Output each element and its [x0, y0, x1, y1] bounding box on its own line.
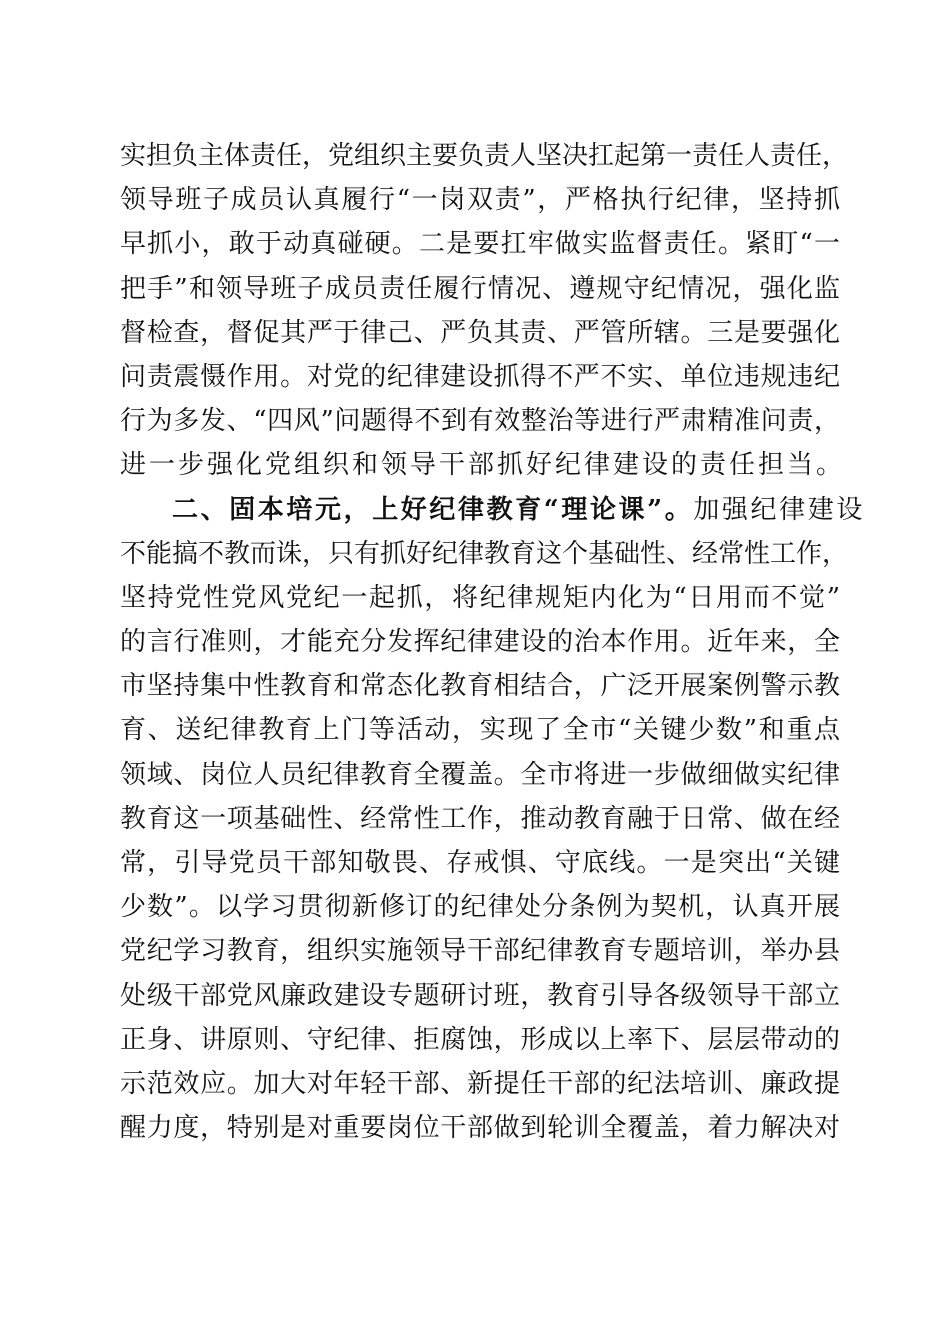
- line-text: 坚持党性党风党纪一起抓，将纪律规矩内化为“日用而不觉”: [120, 582, 840, 613]
- line-text: 督检查，督促其严于律己、严负其责、严管所辖。三是要强化: [120, 317, 840, 348]
- line-text: 正身、讲原则、守纪律、拒腐蚀，形成以上率下、层层带动的: [120, 1024, 840, 1055]
- text-line: [120, 885, 840, 929]
- line-text: 实担负主体责任，党组织主要负责人坚决扛起第一责任人责任，: [120, 141, 849, 171]
- document-body: [120, 134, 865, 1150]
- text-line: [120, 1062, 840, 1106]
- line-text: 把手”和领导班子成员责任履行情况、遵规守纪情况，强化监: [120, 273, 840, 304]
- text-line: [120, 532, 849, 576]
- line-text: 党纪学习教育，组织实施领导干部纪律教育专题培训，举办县: [120, 936, 840, 967]
- line-text: 处级干部党风廉政建设专题研讨班，教育引导各级领导干部立: [120, 980, 840, 1011]
- text-line: [120, 841, 840, 885]
- text-line: [120, 576, 840, 620]
- text-line: [120, 178, 840, 222]
- line-text: 领导班子成员认真履行“一岗双责”，严格执行纪律，坚持抓: [120, 185, 840, 216]
- text-line: [120, 267, 840, 311]
- text-line: [120, 929, 840, 973]
- line-text: 行为多发、“四风”问题得不到有效整治等进行严肃精准问责，: [120, 406, 840, 437]
- text-line: [120, 1018, 840, 1062]
- text-line: [120, 399, 840, 443]
- text-line: [120, 753, 840, 797]
- line-text: 常，引导党员干部知敬畏、存戒惧、守底线。一是突出“关键: [120, 848, 840, 878]
- line-text: 育、送纪律教育上门等活动，实现了全市“关键少数”和重点: [120, 715, 840, 746]
- text-line: [120, 620, 840, 664]
- line-text: 进一步强化党组织和领导干部抓好纪律建设的责任担当。: [120, 450, 846, 481]
- text-line: [120, 222, 840, 266]
- text-line: [120, 443, 846, 487]
- line-text: 领域、岗位人员纪律教育全覆盖。全市将进一步做细做实纪律: [120, 759, 840, 790]
- text-line: [120, 355, 840, 399]
- text-line: [120, 134, 849, 178]
- line-text: 早抓小，敢于动真碰硬。二是要扛牢做实监督责任。紧盯“一: [120, 229, 840, 260]
- line-text: 市坚持集中性教育和常态化教育相结合，广泛开展案例警示教: [120, 671, 840, 702]
- text-line: [120, 708, 840, 752]
- line-text: 醒力度，特别是对重要岗位干部做到轮训全覆盖，着力解决对: [120, 1113, 840, 1144]
- line-text: 问责震慑作用。对党的纪律建设抓得不严不实、单位违规违纪: [120, 361, 840, 392]
- line-text: 不能搞不教而诛，只有抓好纪律教育这个基础性、经常性工作，: [120, 538, 849, 569]
- text-line: [120, 974, 840, 1018]
- line-text: 加强纪律建设: [693, 494, 865, 525]
- text-line: [120, 488, 865, 532]
- section-heading: 二、固本培元，上好纪律教育“理论课”。: [172, 494, 694, 525]
- line-text: 示范效应。加大对年轻干部、新提任干部的纪法培训、廉政提: [120, 1068, 840, 1099]
- line-text: 少数”。以学习贯彻新修订的纪律处分条例为契机，认真开展: [120, 892, 840, 923]
- text-line: [120, 797, 840, 841]
- line-text: 教育这一项基础性、经常性工作，推动教育融于日常、做在经: [120, 803, 840, 834]
- text-line: [120, 1106, 840, 1150]
- text-line: [120, 311, 840, 355]
- line-text: 的言行准则，才能充分发挥纪律建设的治本作用。近年来，全: [120, 627, 840, 658]
- text-line: [120, 664, 840, 708]
